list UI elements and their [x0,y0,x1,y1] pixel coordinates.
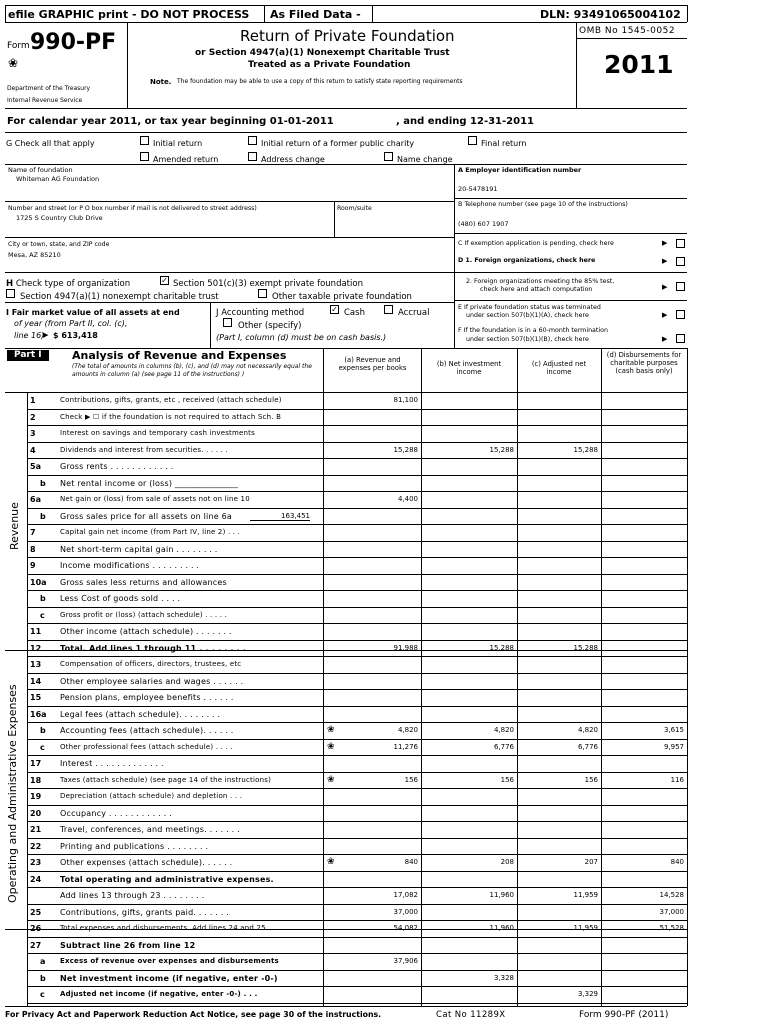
e-checkbox[interactable] [676,310,685,319]
col-b-value: 6,776 [493,742,514,751]
row-number: 11 [30,627,42,636]
col-b-value: 4,820 [493,726,514,734]
row-label: Capital gain net income (from Part IV, line 2) . . . [60,528,241,536]
initial-former-checkbox[interactable] [248,136,257,145]
address-change-label: Address change [261,155,325,164]
part-1-badge: Part I [7,350,49,361]
row-label: Other expenses (attach schedule). . . . . . [60,858,233,867]
row-number: 13 [30,660,42,669]
row-label: Income modifications . . . . . . . . . [60,561,200,570]
col-a-value: 91,988 [393,643,418,652]
row-label: Compensation of officers, directors, trustees, etc [60,660,242,668]
phone-label: B Telephone number (see page 10 of the instructions) [458,201,628,208]
row-number: 23 [30,858,42,867]
c-exemption-text: C If exemption application is pending, check here [458,240,614,247]
col-b-value: 3,328 [493,973,514,982]
col-c-value: 6,776 [577,742,598,751]
e-text-2: under section 507(b)(1)(A), check here [466,312,589,319]
form-note: The foundation may be able to use a copy of this return to satisfy state reporting requirements [177,78,463,85]
col-d-value: 14,528 [659,891,684,899]
accounting-method-label: J Accounting method [216,308,305,318]
col-c-value: 3,329 [577,990,598,998]
d1-arrow-icon: ▶ [662,257,668,265]
form-footer-label: Form 990-PF (2011) [579,1010,669,1020]
f-text-1: F If the foundation is in a 60-month termination [458,327,608,334]
row-label: Less Cost of goods sold . . . . [60,594,181,603]
privacy-notice: For Privacy Act and Paperwork Reduction Act Notice, see page 30 of the instructions. [5,1010,382,1019]
omb-number: OMB No 1545-0052 [579,26,676,36]
row-number: 4 [30,445,36,455]
section-h-text [6,280,130,289]
row-number: 18 [30,775,42,785]
d2-checkbox[interactable] [676,282,685,291]
row-number: 12 [30,643,42,653]
row-number: 20 [30,808,42,818]
other-method-label: Other (specify) [238,321,302,331]
col-c-value: 207 [584,858,598,866]
row-label: Excess of revenue over expenses and disbursements [60,957,279,965]
row-number: 26 [30,924,42,933]
note-label: Note. [150,78,172,86]
col-c-value: 156 [584,775,598,784]
row-number: 6a [30,495,41,504]
row-number: b [40,973,46,983]
cash-label: Cash [344,308,365,318]
row-label: Occupancy . . . . . . . . . . . . [60,808,172,818]
row-label: Depreciation (attach schedule) and depletion . . . [60,792,243,800]
row-label: Add lines 13 through 23 . . . . . . . . [60,891,205,900]
row-label: Gross profit or (loss) (attach schedule) . . . . . [60,610,228,619]
amended-return-checkbox[interactable] [140,152,149,161]
row-label: Other employee salaries and wages . . . . . . [60,676,244,686]
row-label: Net short-term capital gain . . . . . . . . [60,544,218,554]
row-number: b [40,726,46,735]
row-number: 14 [30,676,42,686]
row-label: Interest . . . . . . . . . . . . . [60,759,164,768]
street-label: Number and street (or P O box number if mail is not delivered to street address) [8,205,257,212]
as-filed-data: As Filed Data - [270,8,361,21]
address-change-checkbox[interactable] [248,152,257,161]
row-number: 10a [30,577,47,587]
form-title: Return of Private Foundation [240,27,455,45]
irs-logo-icon: ❀ [8,56,19,70]
row-number: b [40,511,46,521]
col-a-value: 37,000 [393,907,418,916]
section-4947-checkbox[interactable] [6,289,15,298]
col-d-value: 51,528 [659,924,684,932]
row-label: Check ▶ ☐ if the foundation is not required to attach Sch. B [60,412,282,421]
revenue-side-label: Revenue [8,502,21,550]
part-1-title-note: (The total of amounts in columns (b), (c), and (d) may not necessarily equal the amounts in column (a) (see page 11 of the instructions) ) [72,363,312,378]
col-d-value: 116 [670,775,684,784]
col-a-value: 4,400 [397,495,418,503]
fmv-line-2: of year (from Part II, col. (c), [14,319,128,328]
row-number: 7 [30,528,36,537]
form-label: Form [7,41,30,51]
c-checkbox[interactable] [676,239,685,248]
d2-text-1: 2. Foreign organizations meeting the 85% test, [466,278,615,285]
col-c-value: 15,288 [573,643,598,652]
fmv-line-1: I Fair market value of all assets at end [6,308,180,317]
row-label: Subtract line 26 from line 12 [60,940,196,950]
name-change-checkbox[interactable] [384,152,393,161]
row-label: Total. Add lines 1 through 11 . . . . . . . . [60,643,247,653]
row-label: Net gain or (loss) from sale of assets not on line 10 [60,495,250,503]
initial-former-label: Initial return of a former public charity [261,139,415,148]
row-number: 1 [30,396,36,405]
row-label: Net investment income (if negative, enter -0-) [60,973,278,983]
form-subtitle-1: or Section 4947(a)(1) Nonexempt Charitable Trust [195,48,450,58]
section-501c3-checkbox[interactable]: ✓ [161,276,168,285]
col-c-value: 11,959 [573,924,598,932]
col-a-value: 11,276 [393,742,418,751]
attachment-icon[interactable]: ❀ [327,774,335,785]
col-d-value: 9,957 [663,742,684,751]
row-number: c [40,990,45,999]
row-label: Accounting fees (attach schedule). . . . . . [60,726,234,735]
col-a-value: 840 [404,858,418,866]
calendar-year-line: For calendar year 2011, or tax year beginning 01-01-2011 [7,116,334,127]
form-number: 990-PF [30,30,117,55]
row-number: 24 [30,874,42,884]
foundation-name: Whiteman AG Foundation [16,175,100,183]
row-label: Adjusted net income (if negative, enter -0-) . . . [60,990,258,998]
irs-label: Internal Revenue Service [7,97,83,104]
expenses-side-label: Operating and Administrative Expenses [6,684,19,903]
c-arrow-icon: ▶ [662,239,668,247]
accrual-checkbox[interactable] [384,305,393,314]
row-number: 19 [30,792,42,801]
street-address: 1725 S Country Club Drive [16,214,103,222]
col-d-value: 840 [670,858,684,866]
col-b-value: 156 [500,775,514,784]
row-number: 16a [30,709,47,719]
ein-label: A Employer identification number [458,166,582,174]
row-number: 3 [30,429,36,438]
row-label: Gross rents . . . . . . . . . . . . [60,462,174,471]
ending-date: , and ending 12-31-2011 [396,116,534,127]
amended-return-label: Amended return [153,155,219,164]
col-b-value: 15,288 [489,643,514,652]
final-return-label: Final return [481,139,527,148]
col-b-value: 11,960 [489,891,514,899]
row-number: b [40,594,46,603]
cash-checkbox[interactable]: ✓ [331,305,338,314]
col-a-value: 15,288 [393,445,418,454]
phone-value: (480) 607 1907 [458,220,509,228]
row-label: Interest on savings and temporary cash investments [60,429,255,437]
row-label: Printing and publications . . . . . . . . [60,841,209,851]
catalog-number: Cat No 11289X [436,1010,506,1020]
col-d-value: 37,000 [659,907,684,916]
row-label: Net rental income or (loss) _______________ [60,478,238,488]
section-501c3-label: Section 501(c)(3) exempt private foundation [173,279,363,289]
row-number: 22 [30,841,42,851]
room-suite-label: Room/suite [337,205,372,212]
attachment-icon[interactable]: ❀ [327,857,335,867]
form-subtitle-2: Treated as a Private Foundation [248,60,411,70]
accrual-label: Accrual [398,308,430,318]
city-label: City or town, state, and ZIP code [8,241,110,248]
row-label: Gross sales price for all assets on line 6a [60,511,232,521]
efile-banner: efile GRAPHIC print - DO NOT PROCESS [8,8,250,21]
dept-treasury: Department of the Treasury [7,85,91,92]
col-a-value: 17,082 [393,891,418,899]
fmv-arrow-icon: ▶ [43,331,49,339]
col-a-header: (a) Revenue and expenses per books [338,356,407,372]
row-number: b [40,478,46,488]
foundation-name-label: Name of foundation [8,166,73,174]
d2-text-2: check here and attach computation [480,286,593,293]
d1-checkbox[interactable] [676,257,685,266]
row-number: 21 [30,825,42,834]
attachment-icon[interactable]: ❀ [327,741,335,752]
col-a-value: 4,820 [397,726,418,734]
h-text: Check type of organization [15,279,131,289]
row-number: c [40,742,45,752]
g-text: Check all that apply [14,139,95,148]
row-label: Contributions, gifts, grants paid. . . . . . . [60,907,230,917]
g-letter: G [6,139,13,148]
ein-value: 20-5478191 [458,185,498,193]
d1-text: D 1. Foreign organizations, check here [458,257,596,264]
row-label: Other income (attach schedule) . . . . . . . [60,627,232,636]
row-number: 27 [30,940,42,950]
row-label: Dividends and interest from securities. . . . . . [60,445,228,454]
f-text-2: under section 507(b)(1)(B), check here [466,336,589,343]
col-c-header: (c) Adjusted net income [531,360,587,376]
row-label: Total expenses and disbursements. Add lines 24 and 25 [60,924,266,932]
initial-return-label: Initial return [153,139,203,148]
row-number: 5a [30,462,41,471]
row-number: 17 [30,759,42,768]
f-checkbox[interactable] [676,334,685,343]
row-label: Legal fees (attach schedule). . . . . . . . [60,709,221,719]
cash-basis-note: (Part I, column (d) must be on cash basis.) [216,333,387,342]
col-a-value: 81,100 [393,396,418,404]
row-label: Total operating and administrative expenses. [60,874,274,884]
col-c-value: 4,820 [577,726,598,734]
e-arrow-icon: ▶ [662,311,668,319]
city-state-zip: Mesa, AZ 85210 [8,251,61,259]
row-number: 15 [30,693,42,702]
fmv-line-3: line 16) [14,331,45,340]
col-c-value: 11,959 [573,891,598,899]
tax-year-badge: 2011 [604,50,674,79]
f-arrow-icon: ▶ [662,335,668,343]
final-return-checkbox[interactable] [468,136,477,145]
row-label: Travel, conferences, and meetings. . . . . . . [60,825,240,834]
row-label: Other professional fees (attach schedule) . . . . [60,742,233,751]
col-b-header: (b) Net investment income [436,360,502,376]
col-a-value: 156 [404,775,418,784]
h-letter: H [6,279,14,289]
part-1-title: Analysis of Revenue and Expenses [72,349,287,362]
col-a-value: 37,906 [393,957,418,965]
col-b-value: 11,960 [489,924,514,932]
row-label: Contributions, gifts, grants, etc , received (attach schedule) [60,396,282,404]
row-number: a [40,957,46,966]
col-a-value: 54,082 [393,924,418,932]
section-4947-label: Section 4947(a)(1) nonexempt charitable trust [20,292,219,302]
row-number: c [40,610,45,620]
row-number: 8 [30,544,36,554]
col-b-value: 208 [500,858,514,866]
e-text-1: E If private foundation status was terminated [458,304,601,311]
name-change-label: Name change [397,155,453,164]
other-method-checkbox[interactable] [223,318,232,327]
row-number: 2 [30,412,36,422]
row-number: 9 [30,561,36,570]
col-d-value: 3,615 [663,726,684,734]
col-c-value: 15,288 [573,445,598,454]
row-label: Taxes (attach schedule) (see page 14 of the instructions) [60,775,272,784]
col-b-value: 15,288 [489,445,514,454]
col-d-header: (d) Disbursements for charitable purposes (cash basis only) [606,351,682,375]
dln-number: DLN: 93491065004102 [540,8,681,21]
section-g-label [6,140,95,148]
other-taxable-checkbox[interactable] [258,289,267,298]
row-number: 25 [30,907,42,917]
fmv-value: $ 613,418 [53,331,98,340]
d2-arrow-icon: ▶ [662,283,668,291]
row-label: Gross sales less returns and allowances [60,577,227,587]
gross-sales-price-value: 163,451 [250,513,310,521]
row-label: Pension plans, employee benefits . . . . . . [60,693,234,702]
other-taxable-label: Other taxable private foundation [272,292,412,302]
attachment-icon[interactable]: ❀ [327,725,335,735]
initial-return-checkbox[interactable] [140,136,149,145]
